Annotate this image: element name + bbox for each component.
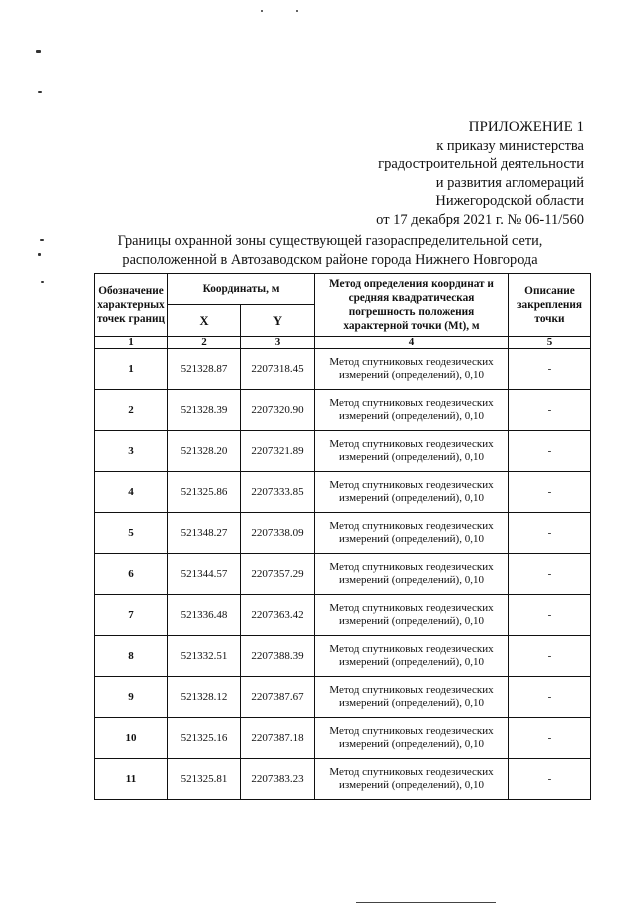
header-description: Описание закрепления точки xyxy=(509,274,591,337)
y-coordinate-cell: 2207388.39 xyxy=(241,636,315,677)
table-row xyxy=(95,677,591,718)
x-coordinate-cell: 521332.51 xyxy=(168,636,241,677)
x-coordinate-cell: 521336.48 xyxy=(168,595,241,636)
method-cell: Метод спутниковых геодезических измерений (определений), 0,10 xyxy=(315,636,509,677)
column-number: 5 xyxy=(509,337,591,349)
scan-mark xyxy=(40,239,44,241)
table-row xyxy=(95,472,591,513)
x-coordinate-cell: 521325.86 xyxy=(168,472,241,513)
appendix-line: к приказу министерства xyxy=(436,137,584,154)
description-cell: - xyxy=(509,718,591,759)
method-cell: Метод спутниковых геодезических измерений (определений), 0,10 xyxy=(315,595,509,636)
description-cell: - xyxy=(509,677,591,718)
column-number: 2 xyxy=(168,337,241,349)
description-cell: - xyxy=(509,431,591,472)
appendix-order-date: от 17 декабря 2021 г. № 06-11/560 xyxy=(376,211,584,228)
x-coordinate-cell: 521328.87 xyxy=(168,349,241,390)
column-number: 1 xyxy=(95,337,168,349)
table-row xyxy=(95,431,591,472)
x-coordinate-cell: 521325.81 xyxy=(168,759,241,800)
appendix-line: и развития агломераций xyxy=(435,174,584,191)
method-cell: Метод спутниковых геодезических измерений (определений), 0,10 xyxy=(315,677,509,718)
table-row xyxy=(95,636,591,677)
x-coordinate-cell: 521344.57 xyxy=(168,554,241,595)
title-line: расположенной в Автозаводском районе города Нижнего Новгорода xyxy=(122,251,538,268)
method-cell: Метод спутниковых геодезических измерений (определений), 0,10 xyxy=(315,718,509,759)
footer-line xyxy=(356,902,496,903)
description-cell: - xyxy=(509,472,591,513)
table-row xyxy=(95,759,591,800)
scan-mark xyxy=(296,10,298,12)
method-cell: Метод спутниковых геодезических измерений (определений), 0,10 xyxy=(315,554,509,595)
point-number-cell: 7 xyxy=(95,595,168,636)
description-cell: - xyxy=(509,554,591,595)
y-coordinate-cell: 2207321.89 xyxy=(241,431,315,472)
y-coordinate-cell: 2207363.42 xyxy=(241,595,315,636)
point-number-cell: 9 xyxy=(95,677,168,718)
table-row xyxy=(95,595,591,636)
header-point: Обозначение характерных точек границ xyxy=(95,274,168,337)
y-coordinate-cell: 2207333.85 xyxy=(241,472,315,513)
header-method: Метод определения координат и средняя квадратическая погрешность положения характерной точки (Mt), м xyxy=(315,274,509,337)
point-number-cell: 10 xyxy=(95,718,168,759)
point-number-cell: 8 xyxy=(95,636,168,677)
scan-mark xyxy=(38,253,41,256)
description-cell: - xyxy=(509,390,591,431)
appendix-title: ПРИЛОЖЕНИЕ 1 xyxy=(468,119,584,135)
point-number-cell: 6 xyxy=(95,554,168,595)
point-number-cell: 2 xyxy=(95,390,168,431)
x-coordinate-cell: 521328.12 xyxy=(168,677,241,718)
y-coordinate-cell: 2207357.29 xyxy=(241,554,315,595)
x-coordinate-cell: 521328.20 xyxy=(168,431,241,472)
header-x: X xyxy=(168,305,241,337)
method-cell: Метод спутниковых геодезических измерений (определений), 0,10 xyxy=(315,513,509,554)
appendix-line: Нижегородской области xyxy=(435,193,584,210)
method-cell: Метод спутниковых геодезических измерений (определений), 0,10 xyxy=(315,349,509,390)
document-title xyxy=(90,232,570,269)
title-line: Границы охранной зоны существующей газораспределительной сети, xyxy=(117,233,543,249)
x-coordinate-cell: 521325.16 xyxy=(168,718,241,759)
y-coordinate-cell: 2207338.09 xyxy=(241,513,315,554)
y-coordinate-cell: 2207387.67 xyxy=(241,677,315,718)
method-cell: Метод спутниковых геодезических измерений (определений), 0,10 xyxy=(315,431,509,472)
method-cell: Метод спутниковых геодезических измерений (определений), 0,10 xyxy=(315,390,509,431)
point-number-cell: 11 xyxy=(95,759,168,800)
table-row xyxy=(95,554,591,595)
description-cell: - xyxy=(509,759,591,800)
point-number-cell: 5 xyxy=(95,513,168,554)
y-coordinate-cell: 2207318.45 xyxy=(241,349,315,390)
table-row xyxy=(95,513,591,554)
appendix-line: градостроительной деятельности xyxy=(378,156,584,173)
description-cell: - xyxy=(509,513,591,554)
x-coordinate-cell: 521348.27 xyxy=(168,513,241,554)
y-coordinate-cell: 2207387.18 xyxy=(241,718,315,759)
method-cell: Метод спутниковых геодезических измерений (определений), 0,10 xyxy=(315,759,509,800)
point-number-cell: 4 xyxy=(95,472,168,513)
y-coordinate-cell: 2207383.23 xyxy=(241,759,315,800)
table-row xyxy=(95,349,591,390)
boundary-points-table xyxy=(94,273,591,800)
appendix-header xyxy=(304,118,584,230)
x-coordinate-cell: 521328.39 xyxy=(168,390,241,431)
point-number-cell: 1 xyxy=(95,349,168,390)
point-number-cell: 3 xyxy=(95,431,168,472)
column-number: 4 xyxy=(315,337,509,349)
y-coordinate-cell: 2207320.90 xyxy=(241,390,315,431)
scan-mark xyxy=(261,10,263,12)
header-coordinates: Координаты, м xyxy=(168,274,315,305)
scan-mark xyxy=(36,50,41,53)
header-y: Y xyxy=(241,305,315,337)
method-cell: Метод спутниковых геодезических измерений (определений), 0,10 xyxy=(315,472,509,513)
table-row xyxy=(95,390,591,431)
description-cell: - xyxy=(509,636,591,677)
table-row xyxy=(95,718,591,759)
description-cell: - xyxy=(509,595,591,636)
description-cell: - xyxy=(509,349,591,390)
column-number: 3 xyxy=(241,337,315,349)
scan-mark xyxy=(38,91,42,93)
scan-mark xyxy=(41,281,44,283)
